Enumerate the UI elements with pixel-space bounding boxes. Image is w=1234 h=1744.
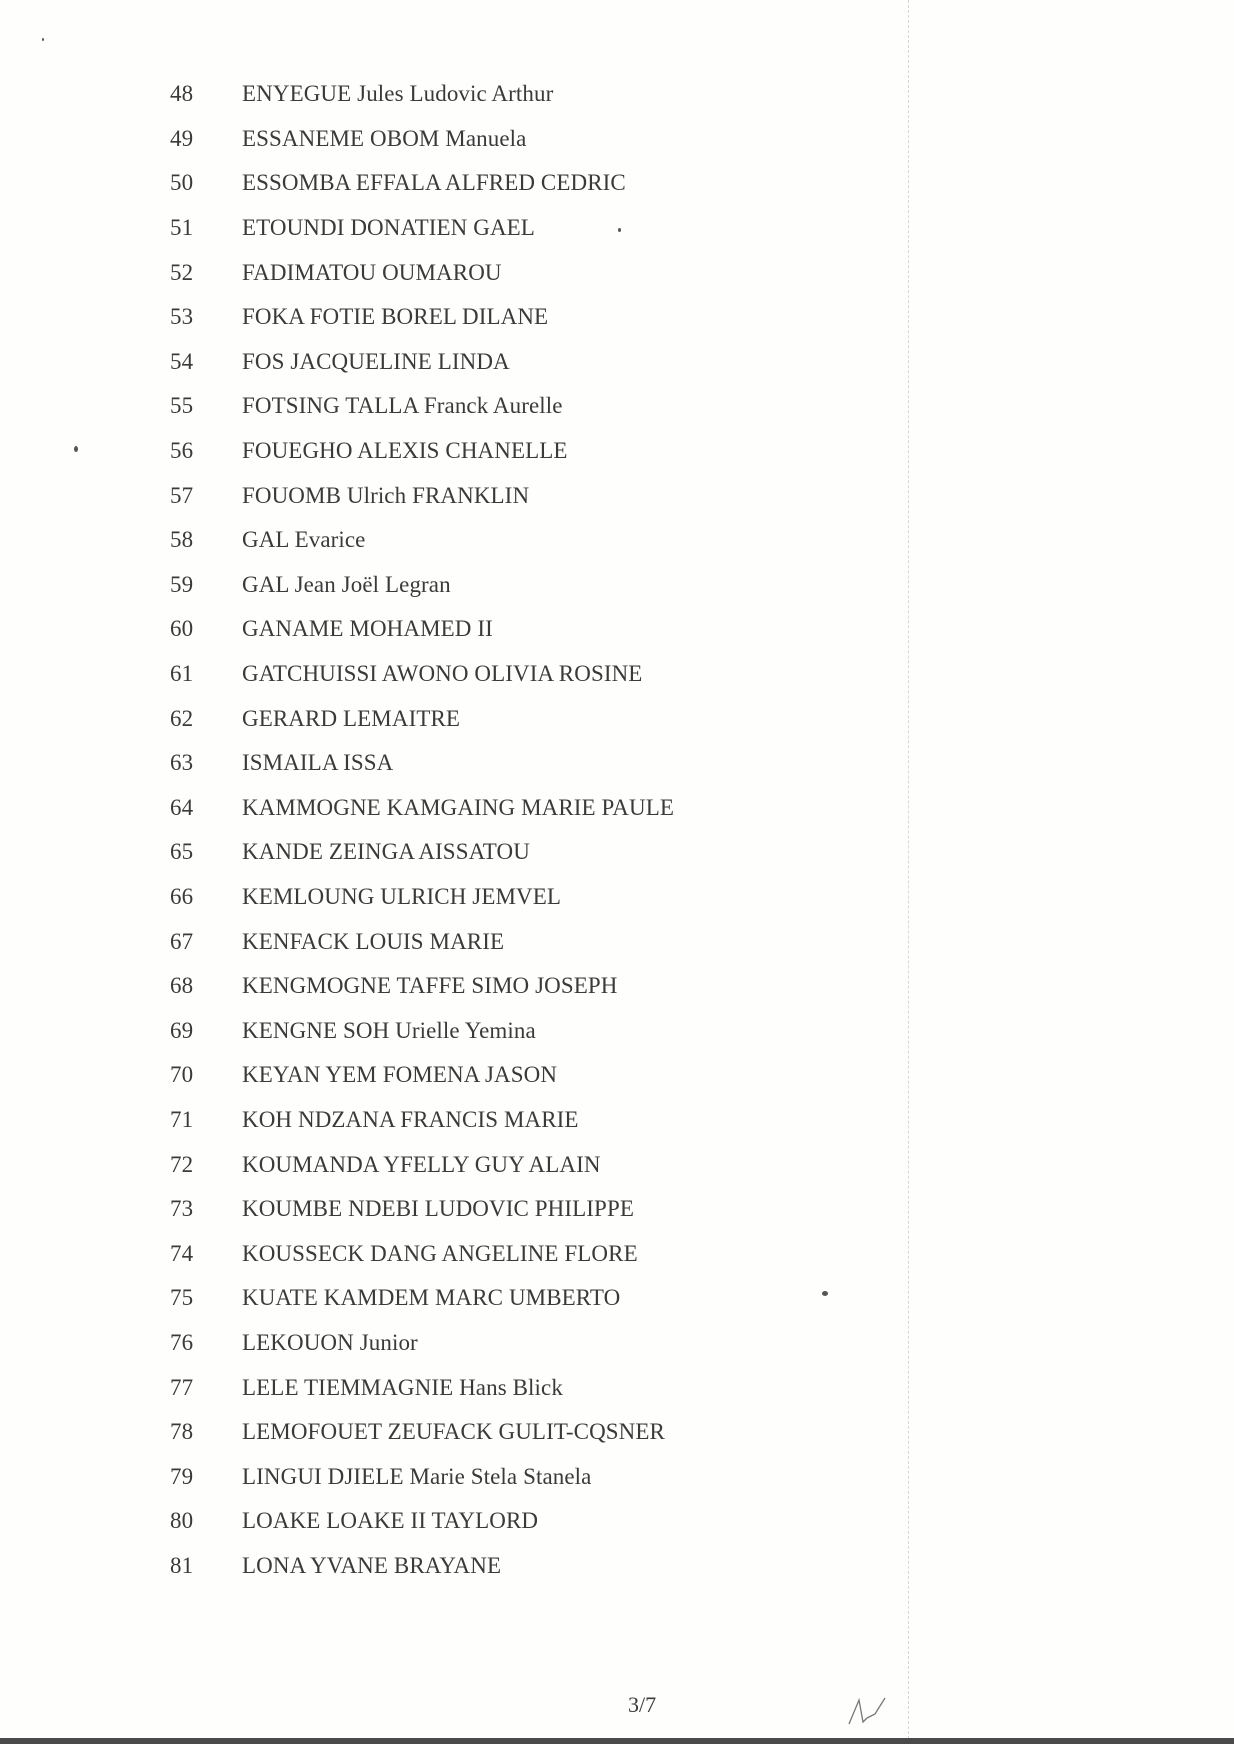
entry-name: GATCHUISSI AWONO OLIVIA ROSINE xyxy=(242,661,643,687)
entry-name: GANAME MOHAMED II xyxy=(242,616,493,642)
list-item xyxy=(0,340,900,385)
page-number: 3/7 xyxy=(628,1692,657,1717)
list-item xyxy=(0,607,900,652)
scan-speck xyxy=(74,446,78,452)
entry-number: 73 xyxy=(170,1196,194,1222)
list-item xyxy=(0,1276,900,1321)
list-item xyxy=(0,1544,900,1589)
list-item xyxy=(0,875,900,920)
scan-speck xyxy=(618,228,621,232)
entry-number: 70 xyxy=(170,1062,194,1088)
entry-name: GAL Evarice xyxy=(242,527,366,553)
entry-number: 64 xyxy=(170,794,194,820)
entry-name: KEMLOUNG ULRICH JEMVEL xyxy=(242,883,562,909)
entry-name: KENGMOGNE TAFFE SIMO JOSEPH xyxy=(242,973,618,999)
list-item xyxy=(0,696,900,741)
entry-number: 69 xyxy=(170,1017,194,1043)
list-item xyxy=(0,1410,900,1455)
list-item xyxy=(0,384,900,429)
margin-fold-line xyxy=(908,0,909,1744)
list-item xyxy=(0,1053,900,1098)
entry-name: FOKA FOTIE BOREL DILANE xyxy=(242,304,549,330)
list-item xyxy=(0,1008,900,1053)
scan-bottom-edge xyxy=(0,1738,1234,1744)
entry-number: 55 xyxy=(170,393,194,419)
entry-name: LELE TIEMMAGNIE Hans Blick xyxy=(242,1374,563,1400)
entry-name: KUATE KAMDEM MARC UMBERTO xyxy=(242,1285,621,1311)
entry-number: 80 xyxy=(170,1508,194,1534)
list-item xyxy=(0,161,900,206)
entry-number: 74 xyxy=(170,1240,194,1266)
scan-speck xyxy=(822,1291,828,1296)
entry-number: 72 xyxy=(170,1151,194,1177)
entry-number: 75 xyxy=(170,1285,194,1311)
entry-number: 78 xyxy=(170,1419,194,1445)
entry-number: 53 xyxy=(170,304,194,330)
entry-name: LEMOFOUET ZEUFACK GULIT-CQSNER xyxy=(242,1419,665,1445)
entry-name: FOUOMB Ulrich FRANKLIN xyxy=(242,482,530,508)
entry-number: 57 xyxy=(170,482,194,508)
entry-name: FOTSING TALLA Franck Aurelle xyxy=(242,393,563,419)
entry-number: 51 xyxy=(170,215,194,241)
entry-name: KOUMBE NDEBI LUDOVIC PHILIPPE xyxy=(242,1196,634,1222)
entry-number: 60 xyxy=(170,616,194,642)
entry-name: KEYAN YEM FOMENA JASON xyxy=(242,1062,558,1088)
entry-name: FOS JACQUELINE LINDA xyxy=(242,348,510,374)
list-item xyxy=(0,72,900,117)
entry-number: 63 xyxy=(170,750,194,776)
list-item xyxy=(0,206,900,251)
list-item xyxy=(0,652,900,697)
entry-number: 68 xyxy=(170,973,194,999)
list-item xyxy=(0,964,900,1009)
list-item xyxy=(0,830,900,875)
list-item xyxy=(0,429,900,474)
entry-name: KENGNE SOH Urielle Yemina xyxy=(242,1017,536,1043)
list-item xyxy=(0,1321,900,1366)
entry-number: 61 xyxy=(170,661,194,687)
entry-number: 62 xyxy=(170,705,194,731)
entry-number: 50 xyxy=(170,170,194,196)
entry-name: KOUMANDA YFELLY GUY ALAIN xyxy=(242,1151,601,1177)
list-item xyxy=(0,1231,900,1276)
entry-name: LINGUI DJIELE Marie Stela Stanela xyxy=(242,1463,592,1489)
entry-name: FADIMATOU OUMAROU xyxy=(242,259,502,285)
entry-number: 67 xyxy=(170,928,194,954)
entry-number: 76 xyxy=(170,1329,194,1355)
entry-number: 77 xyxy=(170,1374,194,1400)
entry-name: KANDE ZEINGA AISSATOU xyxy=(242,839,530,865)
entry-name: GAL Jean Joël Legran xyxy=(242,571,451,597)
list-item xyxy=(0,250,900,295)
list-item xyxy=(0,786,900,831)
entry-name: ESSANEME OBOM Manuela xyxy=(242,125,527,151)
entry-number: 79 xyxy=(170,1463,194,1489)
entry-number: 48 xyxy=(170,81,194,107)
list-item xyxy=(0,1365,900,1410)
entry-name: LONA YVANE BRAYANE xyxy=(242,1552,502,1578)
entry-name: KOH NDZANA FRANCIS MARIE xyxy=(242,1106,579,1132)
list-item xyxy=(0,919,900,964)
list-item xyxy=(0,117,900,162)
entry-name: ENYEGUE Jules Ludovic Arthur xyxy=(242,81,554,107)
entry-number: 71 xyxy=(170,1106,194,1132)
entry-number: 56 xyxy=(170,438,194,464)
entry-name: FOUEGHO ALEXIS CHANELLE xyxy=(242,438,568,464)
entry-name: KOUSSECK DANG ANGELINE FLORE xyxy=(242,1240,638,1266)
list-item xyxy=(0,1454,900,1499)
name-list xyxy=(0,72,900,1588)
entry-number: 65 xyxy=(170,839,194,865)
scan-speck xyxy=(42,38,44,41)
entry-number: 58 xyxy=(170,527,194,553)
entry-name: LEKOUON Junior xyxy=(242,1329,418,1355)
initials-signature xyxy=(845,1692,895,1728)
entry-name: ISMAILA ISSA xyxy=(242,750,394,776)
entry-number: 81 xyxy=(170,1552,194,1578)
list-item xyxy=(0,473,900,518)
entry-number: 49 xyxy=(170,125,194,151)
list-item xyxy=(0,563,900,608)
list-item xyxy=(0,1098,900,1143)
list-item xyxy=(0,1142,900,1187)
list-item xyxy=(0,741,900,786)
entry-name: LOAKE LOAKE II TAYLORD xyxy=(242,1508,539,1534)
list-item xyxy=(0,295,900,340)
entry-name: ESSOMBA EFFALA ALFRED CEDRIC xyxy=(242,170,626,196)
entry-name: KENFACK LOUIS MARIE xyxy=(242,928,505,954)
entry-name: KAMMOGNE KAMGAING MARIE PAULE xyxy=(242,794,675,820)
entry-number: 54 xyxy=(170,348,194,374)
list-item xyxy=(0,1187,900,1232)
entry-number: 66 xyxy=(170,883,194,909)
entry-name: GERARD LEMAITRE xyxy=(242,705,461,731)
list-item xyxy=(0,518,900,563)
entry-number: 52 xyxy=(170,259,194,285)
list-item xyxy=(0,1499,900,1544)
entry-name: ETOUNDI DONATIEN GAEL xyxy=(242,215,535,241)
entry-number: 59 xyxy=(170,571,194,597)
